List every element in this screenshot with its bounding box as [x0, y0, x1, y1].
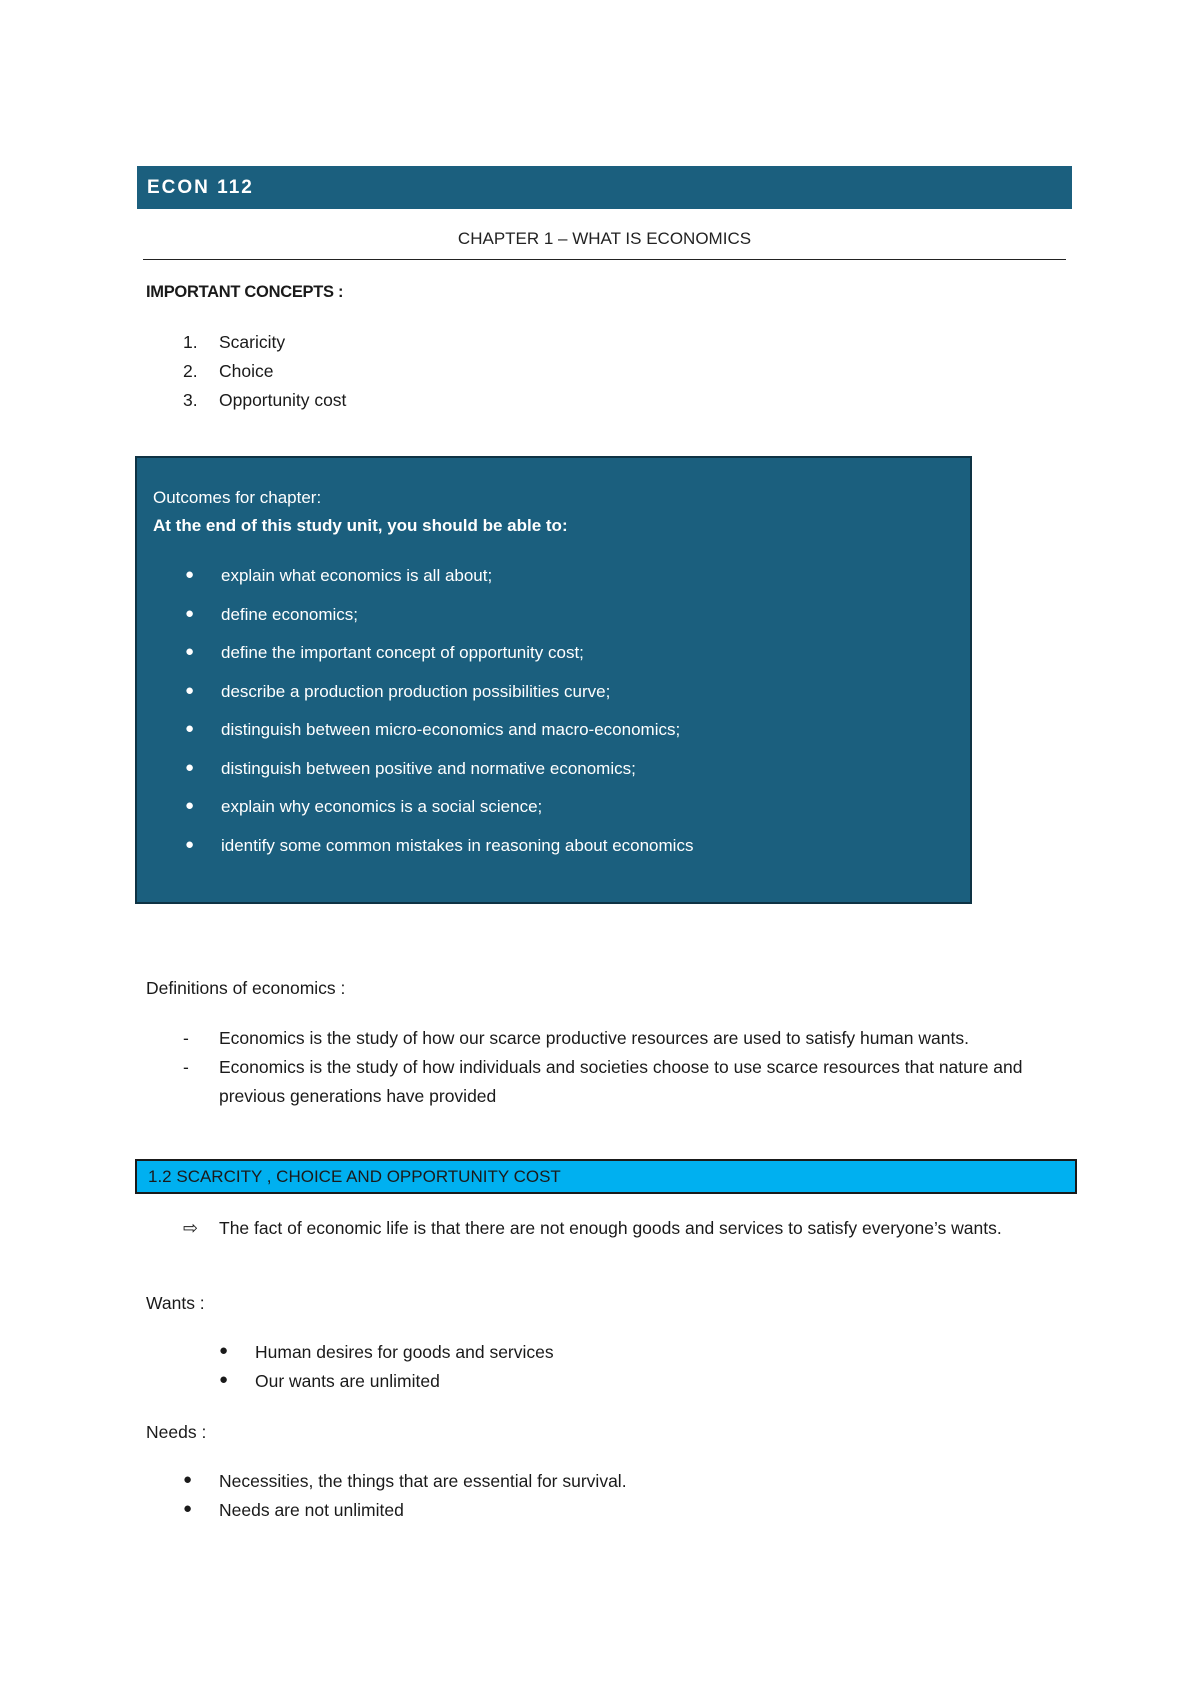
wants-heading: Wants : — [146, 1293, 205, 1313]
definitions-list — [183, 1024, 1043, 1111]
dash-icon: - — [183, 1057, 189, 1077]
bullet-icon: ● — [185, 758, 195, 776]
outcomes-box — [135, 456, 972, 904]
list-text: Choice — [219, 361, 274, 381]
concepts-heading: IMPORTANT CONCEPTS : — [146, 283, 344, 301]
list-item — [185, 605, 693, 644]
needs-list — [183, 1471, 627, 1529]
concept-list — [183, 332, 346, 419]
list-text: define the important concept of opportunity cost; — [221, 643, 584, 662]
list-text: Necessities, the things that are essential for survival. — [219, 1471, 627, 1491]
list-item — [185, 836, 693, 875]
list-item — [185, 759, 693, 798]
list-text: Needs are not unlimited — [219, 1500, 404, 1520]
list-item — [183, 361, 346, 390]
bullet-icon: ● — [185, 797, 195, 814]
dash-icon: - — [183, 1028, 189, 1048]
list-number: 2. — [183, 361, 198, 381]
list-text: explain what economics is all about; — [221, 566, 493, 585]
bullet-icon: ● — [185, 604, 195, 622]
bullet-icon: ● — [185, 566, 195, 583]
list-text: define economics; — [221, 604, 359, 624]
list-item — [185, 797, 693, 836]
fact-statement — [183, 1214, 1053, 1242]
outcomes-list — [185, 566, 693, 874]
course-banner — [137, 166, 1072, 209]
list-text: describe a production production possibilities curve; — [221, 681, 611, 701]
definitions-heading: Definitions of economics : — [146, 978, 346, 998]
section-banner — [135, 1159, 1077, 1194]
needs-heading: Needs : — [146, 1422, 207, 1442]
list-text: Economics is the study of how our scarce productive resources are used to satisfy human wants. — [219, 1028, 969, 1048]
list-item — [183, 1024, 1043, 1053]
bullet-icon: ● — [219, 1342, 229, 1359]
list-item — [183, 332, 346, 361]
list-text: Human desires for goods and services — [255, 1342, 554, 1362]
list-item — [183, 1471, 627, 1500]
outcomes-intro: Outcomes for chapter: — [153, 488, 322, 507]
bullet-icon: ● — [185, 720, 195, 737]
bullet-icon: ● — [183, 1500, 193, 1517]
list-item — [185, 720, 693, 759]
list-item — [219, 1371, 554, 1400]
course-code: ECON 112 — [147, 176, 254, 198]
chapter-title: CHAPTER 1 – WHAT IS ECONOMICS — [143, 229, 1066, 260]
list-item — [183, 1053, 1043, 1111]
fact-text: The fact of economic life is that there are not enough goods and services to satisfy everyone’s wants. — [219, 1218, 1002, 1238]
bullet-icon: ● — [185, 643, 195, 660]
list-item — [219, 1342, 554, 1371]
list-text: distinguish between positive and normative economics; — [221, 758, 636, 778]
bullet-icon: ● — [219, 1371, 229, 1388]
list-number: 1. — [183, 332, 198, 352]
list-number: 3. — [183, 390, 198, 410]
section-title: 1.2 SCARCITY , CHOICE AND OPPORTUNITY COST — [148, 1166, 561, 1186]
list-text: identify some common mistakes in reasoning about economics — [221, 835, 694, 855]
list-item — [185, 682, 693, 721]
list-item — [185, 566, 693, 605]
bullet-icon: ● — [185, 681, 195, 699]
list-text: Our wants are unlimited — [255, 1371, 440, 1391]
list-item — [183, 390, 346, 419]
wants-list — [219, 1342, 554, 1400]
list-text: Opportunity cost — [219, 390, 347, 410]
list-item — [185, 643, 693, 682]
bullet-icon: ● — [183, 1471, 193, 1488]
list-text: Scaricity — [219, 332, 286, 352]
bullet-icon: ● — [185, 835, 195, 853]
list-text: Economics is the study of how individuals and societies choose to use scarce resources that nature and previous generations have provided — [219, 1057, 1023, 1106]
list-text: distinguish between micro-economics and macro-economics; — [221, 720, 681, 739]
list-item — [183, 1500, 627, 1529]
list-text: explain why economics is a social science; — [221, 797, 543, 816]
outcomes-lead: At the end of this study unit, you should be able to: — [153, 516, 568, 535]
arrow-right-icon: ⇨ — [183, 1218, 199, 1238]
